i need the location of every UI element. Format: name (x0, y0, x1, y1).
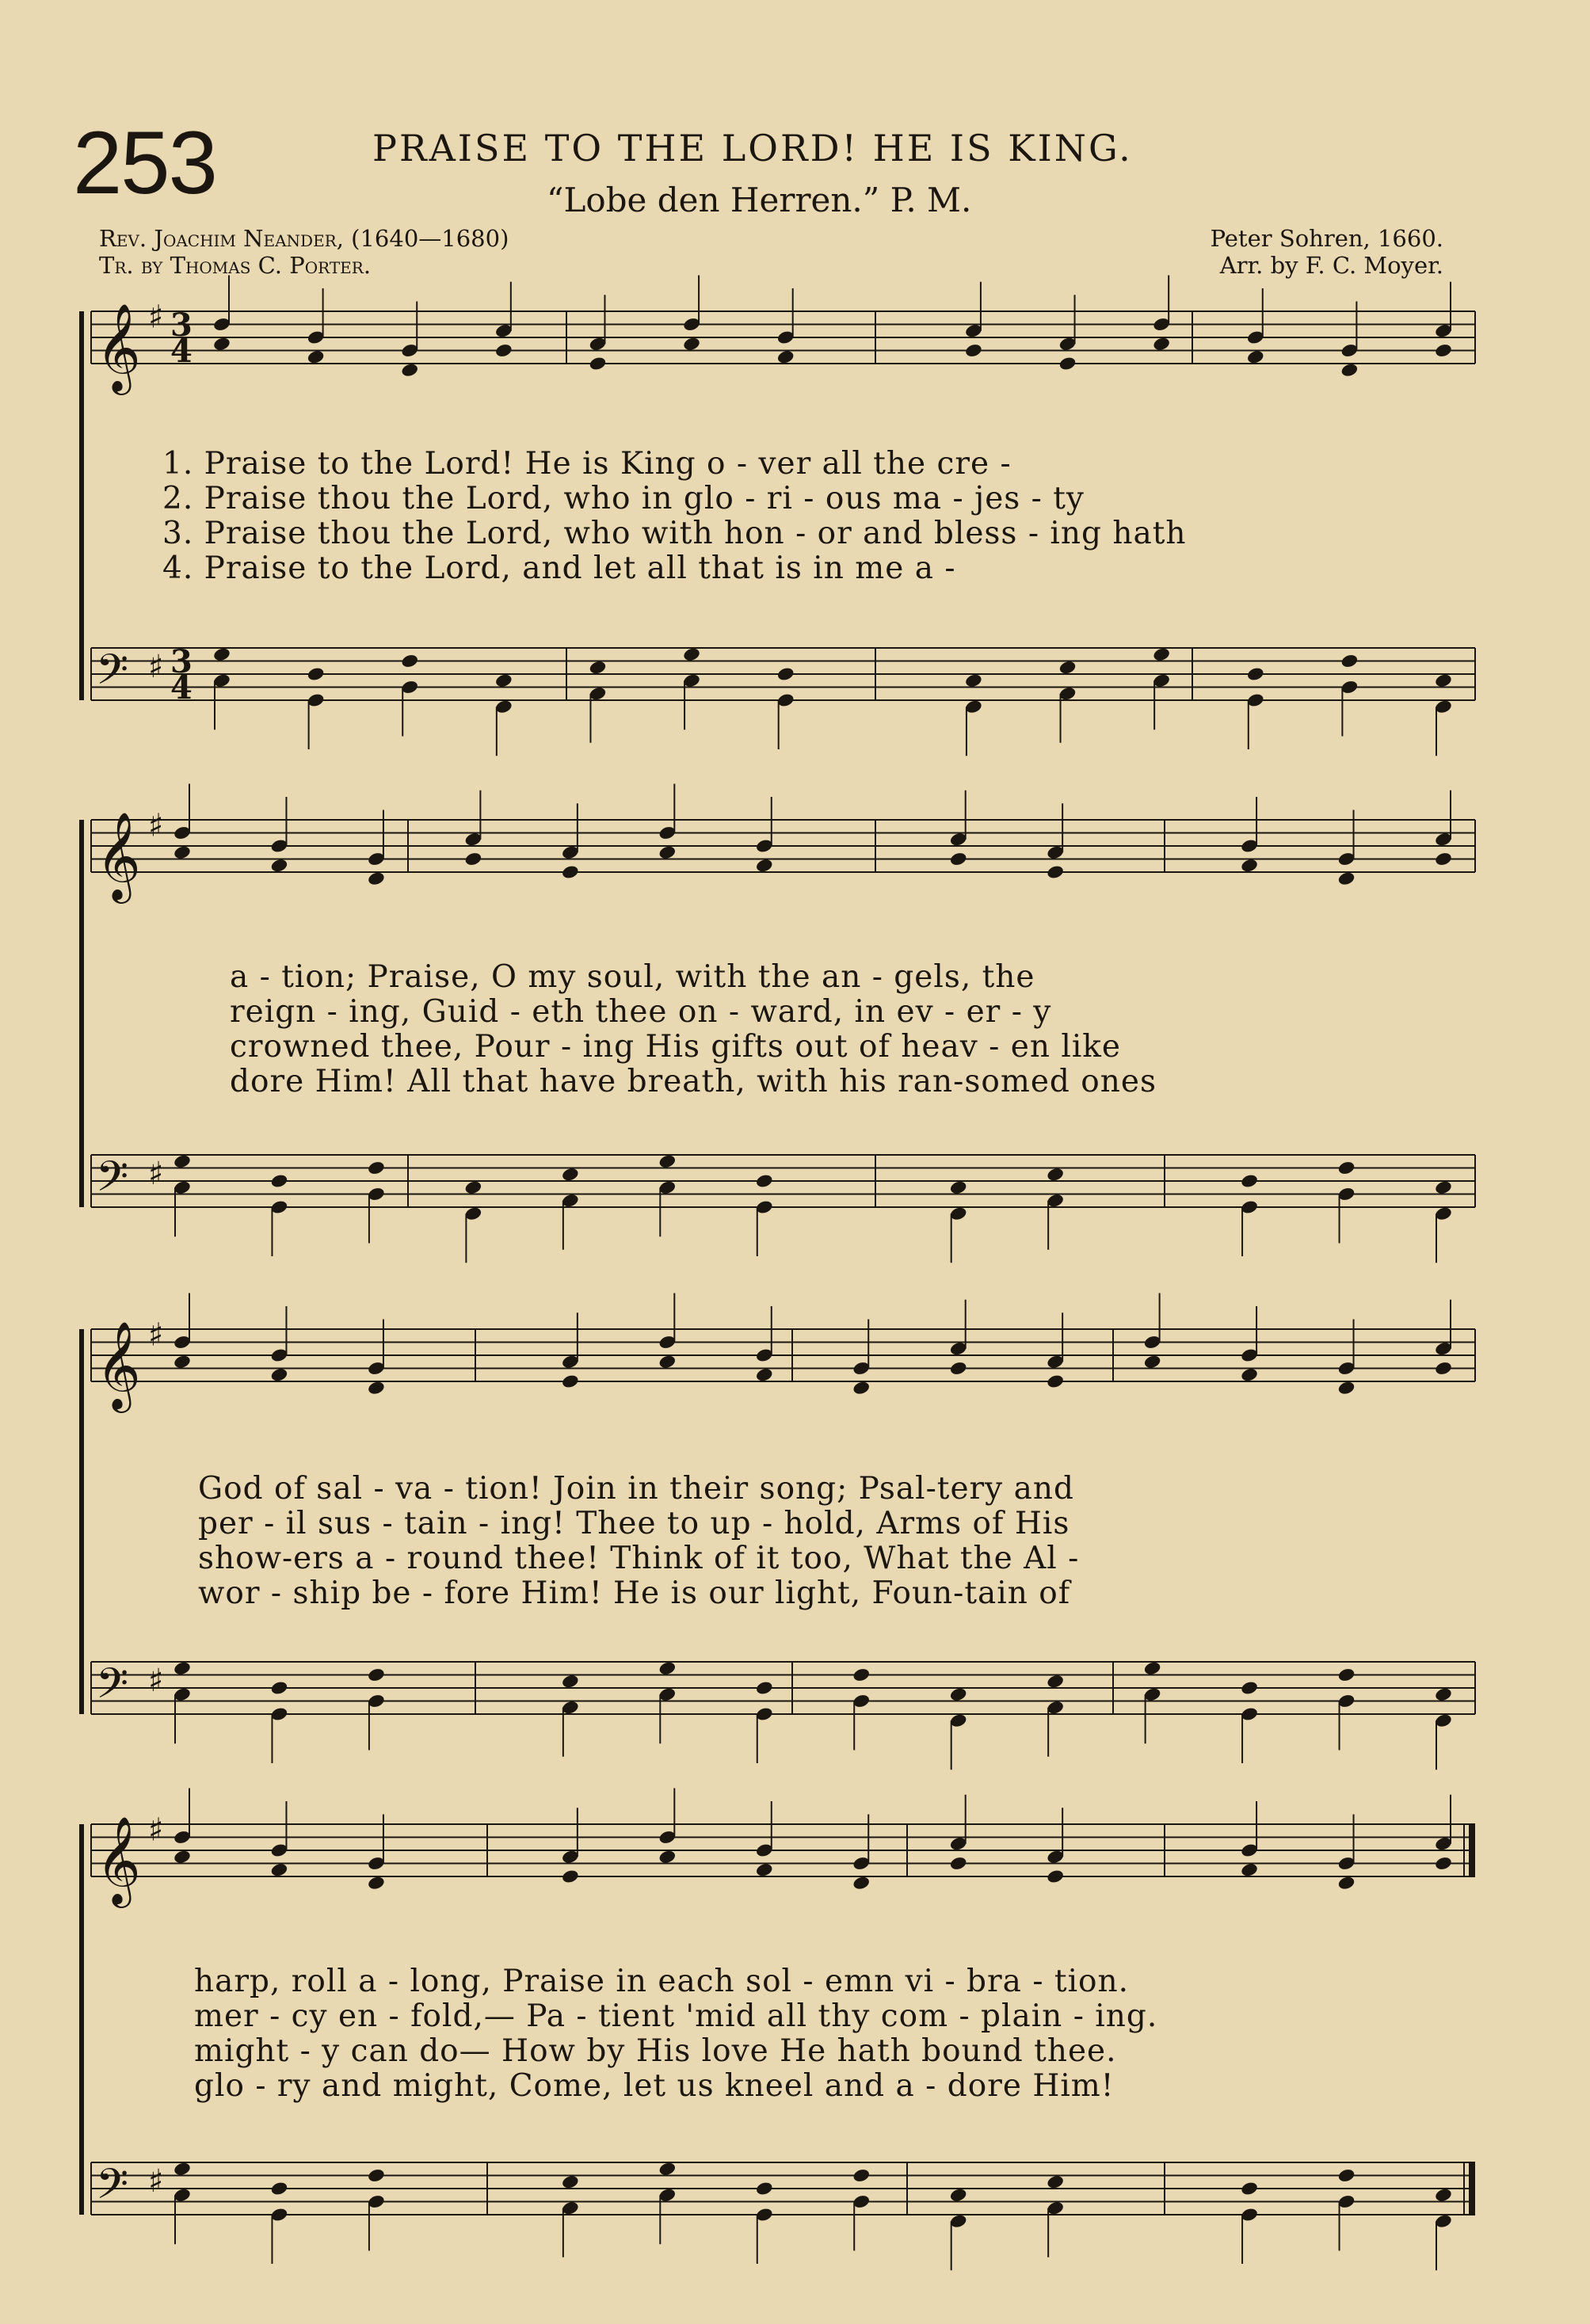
note-head (494, 672, 513, 688)
translator-line: Tr. by Thomas C. Porter. (99, 252, 372, 279)
lyric-line: 4. Praise to the Lord, and let all that is in me a - (162, 551, 956, 586)
note-head (173, 1660, 192, 1676)
note-head (1434, 672, 1453, 688)
note-head (1046, 2174, 1065, 2190)
note-head (1434, 1361, 1453, 1377)
note-head (658, 1660, 677, 1676)
note-head (949, 1361, 968, 1377)
author-line: Rev. Joachim Neander, (1640—1680) (99, 225, 509, 252)
note-head (589, 660, 608, 676)
note-head (1152, 336, 1171, 352)
sharp-key-signature-icon: ♯ (148, 1316, 164, 1354)
lyrics-system-4 (194, 1964, 1157, 2104)
note-head (1046, 1674, 1065, 1690)
lyric-line: might - y can do— How by His love He hath bound thee. (194, 2033, 1117, 2069)
bass-clef-icon: 𝄢 (96, 2160, 129, 2219)
note-head (964, 672, 983, 688)
note-head (1337, 1160, 1356, 1176)
note-head (1046, 1167, 1065, 1183)
note-head (367, 1875, 386, 1891)
lyric-line: show-ers a - round thee! Think of it too, What the Al - (198, 1541, 1080, 1576)
hymn-number: 253 (73, 113, 216, 212)
note-head (307, 349, 326, 365)
note-head (367, 871, 386, 886)
note-head (367, 1160, 386, 1176)
note-head (1246, 666, 1265, 682)
note-head (270, 1173, 289, 1189)
note-head (1337, 1380, 1356, 1396)
note-head (1240, 1680, 1259, 1696)
note-head (494, 343, 513, 359)
note-head (270, 2181, 289, 2196)
note-head (755, 1680, 774, 1696)
note-head (755, 2181, 774, 2196)
note-head (755, 1862, 774, 1878)
note-head (964, 343, 983, 359)
note-head (1143, 1660, 1162, 1676)
note-head (1246, 349, 1265, 365)
note-head (367, 1667, 386, 1683)
treble-clef-icon: 𝄞 (96, 303, 141, 391)
sharp-key-signature-icon: ♯ (148, 2162, 164, 2200)
lyric-line: per - il sus - tain - ing! Thee to up - hold, Arms of His (198, 1506, 1070, 1541)
note-head (561, 864, 580, 880)
note-head (1240, 1173, 1259, 1189)
sharp-key-signature-icon: ♯ (148, 807, 164, 844)
note-head (212, 646, 231, 662)
sharp-key-signature-icon: ♯ (148, 1812, 164, 1849)
note-head (173, 2161, 192, 2177)
sharp-key-signature-icon: ♯ (148, 299, 164, 336)
note-head (1337, 1667, 1356, 1683)
time-signature-icon: 3 (170, 643, 193, 680)
time-signature-icon: 3 (170, 307, 193, 344)
note-head (852, 1380, 871, 1396)
note-head (561, 1373, 580, 1389)
treble-clef-icon: 𝄞 (96, 811, 141, 900)
lyrics-system-1 (162, 447, 1187, 586)
note-head (1337, 1875, 1356, 1891)
note-head (1058, 660, 1077, 676)
note-head (1058, 356, 1077, 371)
note-head (173, 844, 192, 860)
bass-clef-icon: 𝄢 (96, 1152, 129, 1212)
tune-subtitle: “Lobe den Herren.” P. M. (547, 181, 972, 219)
note-head (307, 666, 326, 682)
note-head (561, 1869, 580, 1884)
note-head (561, 2174, 580, 2190)
note-head (270, 1367, 289, 1383)
note-head (367, 1380, 386, 1396)
note-head (1046, 1373, 1065, 1389)
note-head (270, 1862, 289, 1878)
time-signature-icon: 4 (170, 669, 193, 707)
composer-line: Peter Sohren, 1660. (1210, 225, 1443, 252)
lyrics-system-3 (198, 1472, 1079, 1611)
lyric-line: dore Him! All that have breath, with his ran-somed ones (230, 1064, 1157, 1099)
sharp-key-signature-icon: ♯ (148, 1662, 164, 1699)
bass-clef-icon: 𝄢 (96, 646, 129, 705)
note-head (755, 1367, 774, 1383)
note-head (852, 2168, 871, 2184)
treble-clef-icon: 𝄞 (96, 1815, 141, 1904)
note-head (1434, 851, 1453, 867)
hymn-title: PRAISE TO THE LORD! HE IS KING. (372, 127, 1133, 170)
note-head (949, 2187, 968, 2203)
note-head (1434, 1686, 1453, 1702)
lyric-line: harp, roll a - long, Praise in each sol - emn vi - bra - tion. (194, 1964, 1130, 1999)
note-head (1434, 1179, 1453, 1195)
time-signature-icon: 4 (170, 333, 193, 370)
note-head (1240, 858, 1259, 874)
lyric-line: 2. Praise thou the Lord, who in glo - ri - ous ma - jes - ty (162, 481, 1085, 516)
note-head (173, 1849, 192, 1865)
note-head (1434, 1856, 1453, 1872)
note-head (212, 336, 231, 352)
note-head (682, 646, 701, 662)
note-head (1340, 653, 1359, 669)
note-head (589, 356, 608, 371)
lyric-line: a - tion; Praise, O my soul, with the an - gels, the (230, 959, 1035, 995)
arranger-line: Arr. by F. C. Moyer. (1219, 252, 1443, 279)
note-head (949, 851, 968, 867)
lyrics-system-2 (230, 960, 1157, 1099)
note-head (561, 1674, 580, 1690)
note-head (949, 1179, 968, 1195)
note-head (658, 1849, 677, 1865)
note-head (1240, 2181, 1259, 2196)
note-head (173, 1354, 192, 1370)
note-head (270, 1680, 289, 1696)
note-head (852, 1875, 871, 1891)
note-head (1340, 362, 1359, 378)
note-head (776, 349, 795, 365)
lyric-line: 1. Praise to the Lord! He is King o - ver all the cre - (162, 446, 1012, 482)
note-head (1152, 646, 1171, 662)
note-head (755, 1173, 774, 1189)
note-head (1337, 2168, 1356, 2184)
note-head (949, 1856, 968, 1872)
note-head (464, 851, 483, 867)
note-head (1434, 343, 1453, 359)
lyric-line: crowned thee, Pour - ing His gifts out of heav - en like (230, 1029, 1122, 1065)
note-head (270, 858, 289, 874)
note-head (755, 858, 774, 874)
sharp-key-signature-icon: ♯ (148, 648, 164, 685)
note-head (173, 1153, 192, 1169)
note-head (1143, 1354, 1162, 1370)
treble-clef-icon: 𝄞 (96, 1320, 141, 1409)
note-head (658, 844, 677, 860)
note-head (561, 1167, 580, 1183)
note-head (464, 1179, 483, 1195)
lyric-line: 3. Praise thou the Lord, who with hon - or and bless - ing hath (162, 516, 1187, 551)
note-head (658, 2161, 677, 2177)
note-head (367, 2168, 386, 2184)
bass-clef-icon: 𝄢 (96, 1659, 129, 1719)
lyric-line: wor - ship be - fore Him! He is our light, Foun-tain of (198, 1575, 1071, 1611)
note-head (400, 362, 419, 378)
note-head (1337, 871, 1356, 886)
note-head (1240, 1862, 1259, 1878)
note-head (400, 653, 419, 669)
note-head (776, 666, 795, 682)
sharp-key-signature-icon: ♯ (148, 1155, 164, 1192)
note-head (949, 1686, 968, 1702)
note-head (1046, 1869, 1065, 1884)
lyric-line: reign - ing, Guid - eth thee on - ward, in ev - er - y (230, 994, 1052, 1030)
lyric-line: glo - ry and might, Come, let us kneel and a - dore Him! (194, 2068, 1115, 2104)
note-head (1240, 1367, 1259, 1383)
note-head (682, 336, 701, 352)
note-head (658, 1153, 677, 1169)
lyric-line: God of sal - va - tion! Join in their song; Psal-tery and (198, 1471, 1074, 1507)
note-head (1434, 2187, 1453, 2203)
note-head (852, 1667, 871, 1683)
note-head (658, 1354, 677, 1370)
note-head (1046, 864, 1065, 880)
lyric-line: mer - cy en - fold,— Pa - tient 'mid all thy com - plain - ing. (194, 1998, 1158, 2034)
